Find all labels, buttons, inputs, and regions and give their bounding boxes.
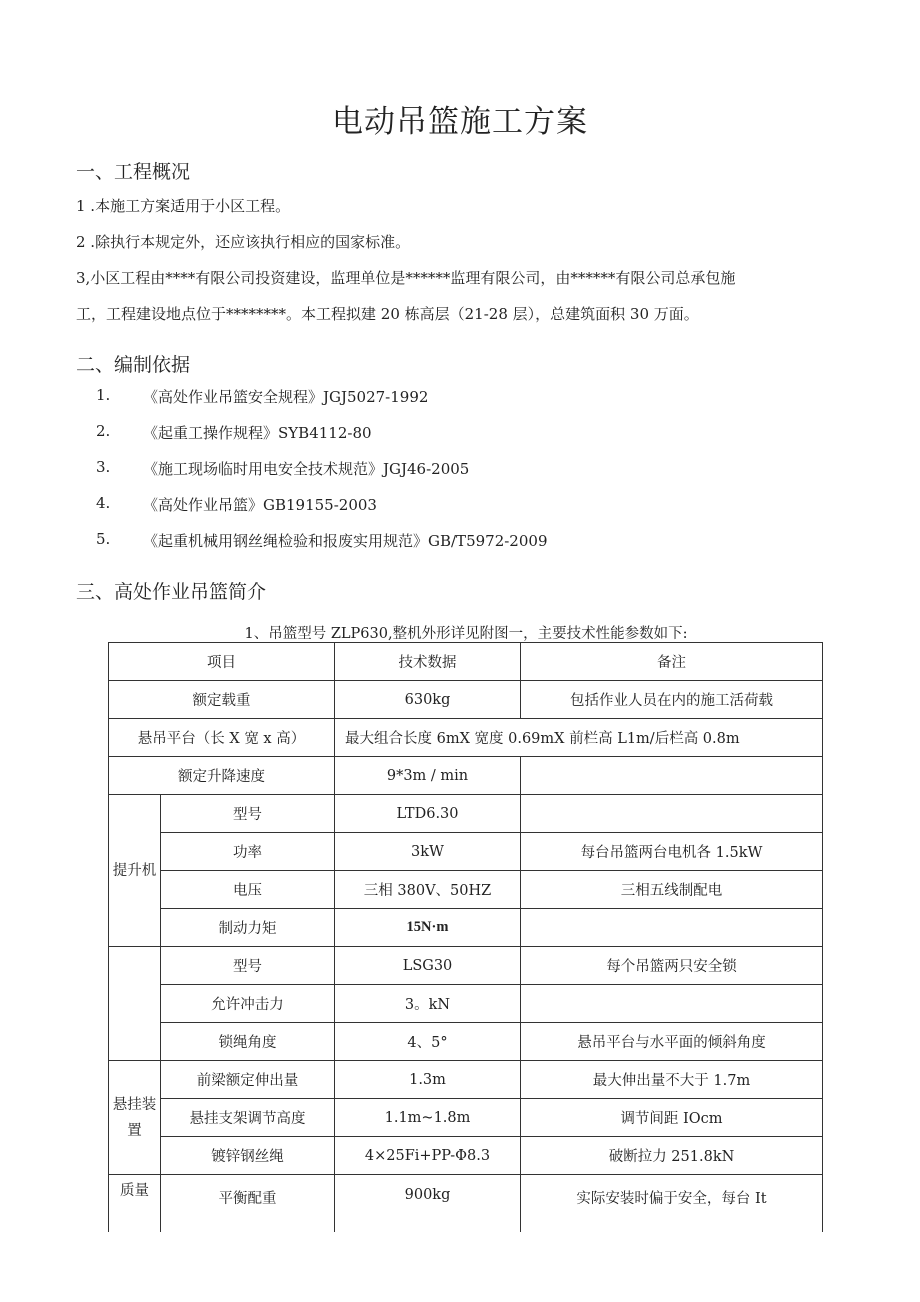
cell-data: 4、5° bbox=[335, 1023, 521, 1061]
page-title: 电动吊篮施工方案 bbox=[332, 104, 588, 140]
cell-item: 允许冲击力 bbox=[161, 985, 335, 1023]
cell-data: 3。kN bbox=[335, 985, 521, 1023]
reference-number: 1. bbox=[96, 386, 111, 404]
section-heading-overview: 一、工程概况 bbox=[76, 161, 191, 183]
cell-note: 三相五线制配电 bbox=[521, 871, 823, 909]
header-note: 备注 bbox=[521, 643, 823, 681]
group-label-hoist: 提升机 bbox=[109, 795, 161, 947]
cell-note: 每台吊篮两台电机各 1.5kW bbox=[521, 833, 823, 871]
section-heading-basis: 二、编制依据 bbox=[76, 354, 191, 376]
table-row bbox=[109, 833, 823, 871]
cell-note: 包括作业人员在内的施工活荷载 bbox=[521, 681, 823, 719]
group-label-mass: 质量 bbox=[109, 1175, 161, 1233]
table-row bbox=[109, 1099, 823, 1137]
section-heading-gondola-intro: 三、高处作业吊篮简介 bbox=[76, 581, 267, 603]
table-row bbox=[109, 1137, 823, 1175]
cell-note: 每个吊篮两只安全锁 bbox=[521, 947, 823, 985]
cell-data: 630kg bbox=[335, 681, 521, 719]
cell-note: 悬吊平台与水平面的倾斜角度 bbox=[521, 1023, 823, 1061]
cell-data: LTD6.30 bbox=[335, 795, 521, 833]
table-row bbox=[109, 681, 823, 719]
cell-item: 制动力矩 bbox=[161, 909, 335, 947]
cell-data: 15N·m bbox=[335, 909, 521, 947]
header-item: 项目 bbox=[109, 643, 335, 681]
cell-data: 9*3m / min bbox=[335, 757, 521, 795]
table-row bbox=[109, 985, 823, 1023]
table-caption: 1、吊篮型号 ZLP630,整机外形详见附图一，主要技术性能参数如下: bbox=[244, 626, 688, 642]
header-data: 技术数据 bbox=[335, 643, 521, 681]
cell-item: 电压 bbox=[161, 871, 335, 909]
reference-text: 《起重机械用钢丝绳检验和报废实用规范》GB/T5972-2009 bbox=[143, 532, 548, 550]
cell-item: 额定载重 bbox=[109, 681, 335, 719]
reference-text: 《高处作业吊篮》GB19155-2003 bbox=[143, 496, 377, 514]
cell-note bbox=[521, 795, 823, 833]
reference-text: 《起重工操作规程》SYB4112-80 bbox=[143, 424, 372, 442]
table-header-row bbox=[109, 643, 823, 681]
cell-item: 额定升降速度 bbox=[109, 757, 335, 795]
cell-data: 1.1m~1.8m bbox=[335, 1099, 521, 1137]
table-row bbox=[109, 757, 823, 795]
table-row bbox=[109, 1061, 823, 1099]
cell-data: 三相 380V、50HZ bbox=[335, 871, 521, 909]
cell-data: 1.3m bbox=[335, 1061, 521, 1099]
cell-item: 镀锌钢丝绳 bbox=[161, 1137, 335, 1175]
table-row bbox=[109, 909, 823, 947]
table-row bbox=[109, 947, 823, 985]
cell-note bbox=[521, 757, 823, 795]
cell-item: 锁绳角度 bbox=[161, 1023, 335, 1061]
cell-note bbox=[521, 909, 823, 947]
cell-item: 悬挂支架调节高度 bbox=[161, 1099, 335, 1137]
group-label-safety-lock bbox=[109, 947, 161, 1061]
cell-note: 调节间距 IOcm bbox=[521, 1099, 823, 1137]
overview-paragraph-3-line-2: 工，工程建设地点位于********。本工程拟建 20 栋高层（21-28 层），总建筑面积 30 万面。 bbox=[76, 305, 699, 323]
spec-table bbox=[108, 642, 823, 1232]
cell-data: 最大组合长度 6mX 宽度 0.69mX 前栏高 L1m/后栏高 0.8m bbox=[335, 719, 823, 757]
cell-item: 前梁额定伸出量 bbox=[161, 1061, 335, 1099]
table-row bbox=[109, 719, 823, 757]
table-row bbox=[109, 1023, 823, 1061]
table-row bbox=[109, 871, 823, 909]
reference-text: 《高处作业吊篮安全规程》JGJ5027-1992 bbox=[143, 388, 429, 406]
cell-note: 最大伸出量不大于 1.7m bbox=[521, 1061, 823, 1099]
cell-data: 900kg bbox=[335, 1175, 521, 1233]
cell-item: 型号 bbox=[161, 947, 335, 985]
cell-data: 4×25Fi+PP-Φ8.3 bbox=[335, 1137, 521, 1175]
cell-note bbox=[521, 985, 823, 1023]
overview-paragraph-2: 2 .除执行本规定外，还应该执行相应的国家标准。 bbox=[76, 233, 411, 251]
group-label-suspension: 悬挂装置 bbox=[109, 1061, 161, 1175]
cell-data: LSG30 bbox=[335, 947, 521, 985]
reference-number: 5. bbox=[96, 530, 111, 548]
cell-note: 破断拉力 251.8kN bbox=[521, 1137, 823, 1175]
cell-item: 功率 bbox=[161, 833, 335, 871]
overview-paragraph-1: 1 .本施工方案适用于小区工程。 bbox=[76, 197, 291, 215]
reference-number: 3. bbox=[96, 458, 111, 476]
reference-text: 《施工现场临时用电安全技术规范》JGJ46-2005 bbox=[143, 460, 470, 478]
cell-item: 型号 bbox=[161, 795, 335, 833]
table-row bbox=[109, 1175, 823, 1233]
cell-item: 悬吊平台（长 X 宽 x 高） bbox=[109, 719, 335, 757]
cell-item: 平衡配重 bbox=[161, 1175, 335, 1233]
cell-data: 3kW bbox=[335, 833, 521, 871]
cell-note: 实际安装时偏于安全，每台 It bbox=[521, 1175, 823, 1233]
table-row bbox=[109, 795, 823, 833]
overview-paragraph-3-line-1: 3,小区工程由****有限公司投资建设，监理单位是******监理有限公司，由******有限公司总承包施 bbox=[76, 269, 736, 287]
reference-number: 2. bbox=[96, 422, 111, 440]
reference-number: 4. bbox=[96, 494, 111, 512]
